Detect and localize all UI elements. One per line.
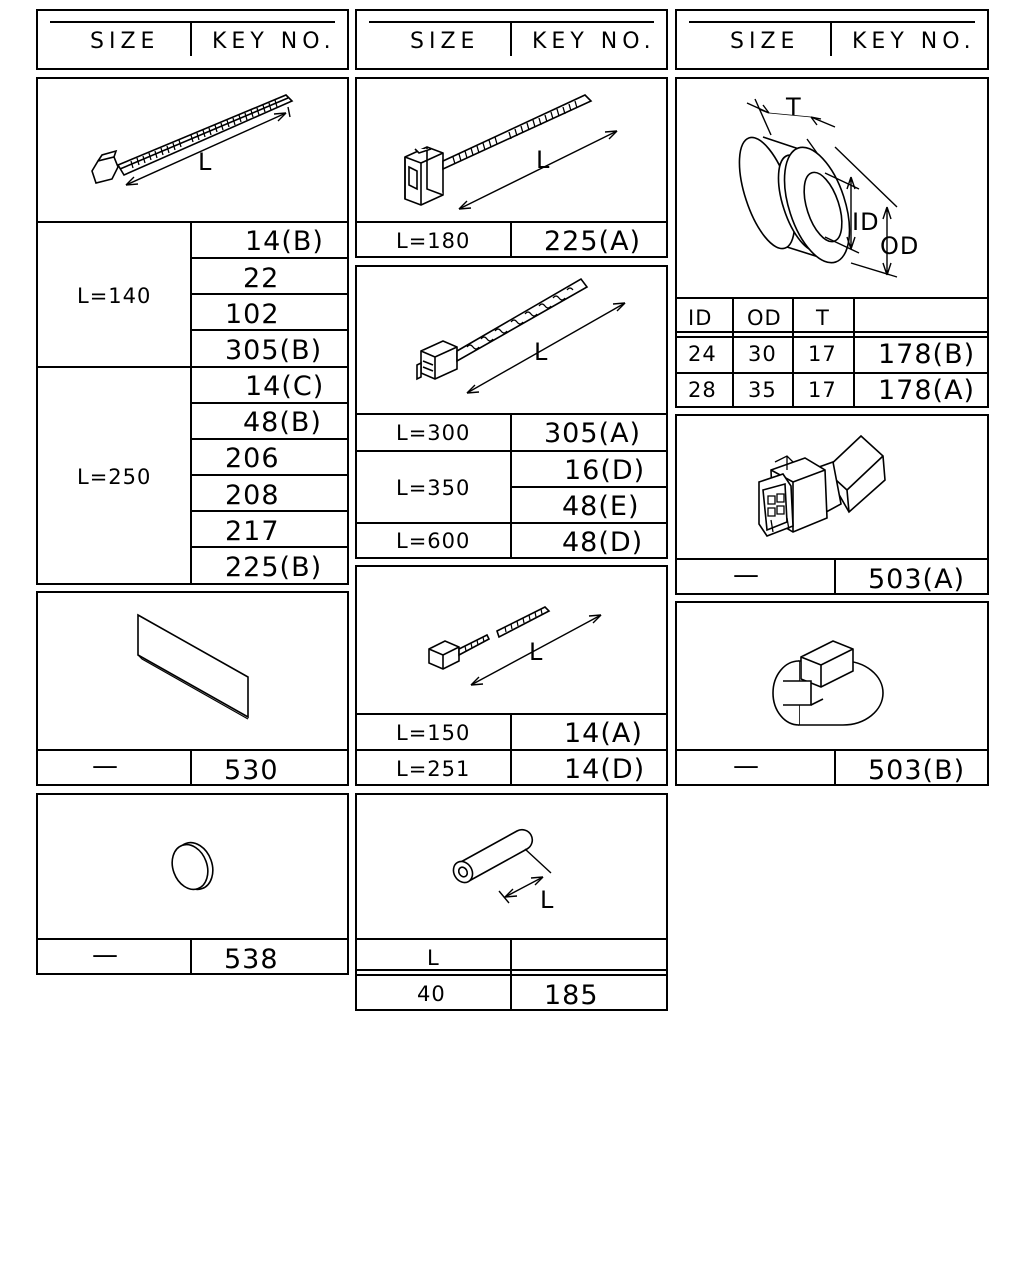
cable-tie-short-dim-label: L — [198, 148, 213, 176]
key-number: 14(A) — [564, 718, 643, 749]
key-number: 178(A) — [878, 375, 976, 406]
tube-header-l: L — [427, 946, 440, 970]
key-number: 217 — [225, 516, 280, 547]
size-label: L=300 — [396, 421, 471, 445]
key-number: 16(D) — [564, 455, 646, 486]
cable-tie-clip-dim-label: L — [536, 146, 551, 174]
header-key-2: KEY NO. — [532, 29, 656, 54]
cable-tie-long-drawing — [355, 265, 668, 413]
size-label: L=600 — [396, 529, 471, 553]
header-size-2: SIZE — [410, 29, 480, 54]
pad-key: 530 — [224, 755, 279, 786]
key-number: 14(C) — [245, 371, 325, 402]
cap-key: 538 — [224, 944, 279, 975]
cable-tie-short-table-top — [36, 221, 349, 223]
clip-col-divider — [834, 749, 836, 786]
key-number: 206 — [225, 443, 280, 474]
cable-tie-short-drawing — [36, 77, 349, 222]
key-number: 48(B) — [243, 407, 322, 438]
pad-size: — — [92, 751, 119, 781]
header-rule-1 — [50, 21, 335, 23]
key-number: 225(A) — [544, 226, 642, 257]
grommet-drawing — [675, 77, 989, 297]
tube-length-value: 40 — [417, 982, 446, 1006]
grommet-row-t: 17 — [808, 342, 837, 366]
cap-size: — — [92, 940, 119, 970]
grommet-row-od: 35 — [748, 378, 777, 402]
connector-drawing — [675, 414, 989, 558]
grommet-col-id: ID — [688, 306, 713, 330]
key-number: 14(D) — [564, 754, 646, 785]
tube-dim-label: L — [540, 886, 555, 914]
header-key-1: KEY NO. — [212, 29, 336, 54]
grommet-col-od: OD — [747, 306, 782, 330]
tube-drawing — [355, 793, 668, 939]
size-label: L=350 — [396, 476, 471, 500]
grommet-col-t: T — [816, 306, 830, 330]
clip-table-top — [675, 749, 989, 751]
grommet-row-id: 24 — [688, 342, 717, 366]
grommet-row-t: 17 — [808, 378, 837, 402]
clip-drawing — [675, 601, 989, 749]
grommet-dim-id: ID — [852, 208, 880, 236]
cap-col-divider — [190, 938, 192, 975]
key-number: 48(D) — [562, 527, 644, 558]
size-label: L=251 — [396, 757, 471, 781]
connector-key: 503(A) — [868, 564, 966, 595]
key-number: 48(E) — [562, 491, 640, 522]
grommet-dim-t: T — [786, 93, 802, 121]
clip-size: — — [733, 751, 760, 781]
header-rule-3 — [689, 21, 975, 23]
pad-table-top — [36, 749, 349, 751]
pad-drawing — [36, 591, 349, 749]
key-number: 305(B) — [225, 335, 323, 366]
size-label: L=140 — [77, 284, 152, 308]
key-number: 22 — [243, 263, 280, 294]
cable-tie-small-dim-label: L — [529, 638, 544, 666]
cable-tie-long-dim-label: L — [534, 338, 549, 366]
grommet-dim-od: OD — [880, 232, 920, 260]
key-number: 102 — [225, 299, 280, 330]
pad-col-divider — [190, 749, 192, 786]
header-size-1: SIZE — [90, 29, 160, 54]
size-label: L=150 — [396, 721, 471, 745]
grommet-row-id: 28 — [688, 378, 717, 402]
connector-col-divider — [834, 558, 836, 595]
key-number: 225(B) — [225, 552, 323, 583]
grommet-row-od: 30 — [748, 342, 777, 366]
size-label: L=180 — [396, 229, 471, 253]
header-key-3: KEY NO. — [852, 29, 976, 54]
size-label: L=250 — [77, 465, 152, 489]
header-size-3: SIZE — [730, 29, 800, 54]
grommet-table-top — [675, 297, 989, 299]
cap-table-top — [36, 938, 349, 940]
cable-tie-clip-col-divider — [510, 221, 512, 258]
cap-drawing — [36, 793, 349, 939]
clip-key: 503(B) — [868, 755, 966, 786]
key-number: 305(A) — [544, 418, 642, 449]
connector-table-top — [675, 558, 989, 560]
header-divider-1 — [190, 21, 192, 56]
key-number: 208 — [225, 480, 280, 511]
header-divider-2 — [510, 21, 512, 56]
cable-tie-clip-drawing — [355, 77, 668, 222]
cable-tie-small-drawing — [355, 565, 668, 713]
key-number: 178(B) — [878, 339, 976, 370]
key-number: 14(B) — [245, 226, 324, 257]
header-divider-3 — [830, 21, 832, 56]
connector-size: — — [733, 560, 760, 590]
tube-key: 185 — [544, 980, 599, 1011]
cable-tie-short-group-divider — [36, 366, 349, 368]
